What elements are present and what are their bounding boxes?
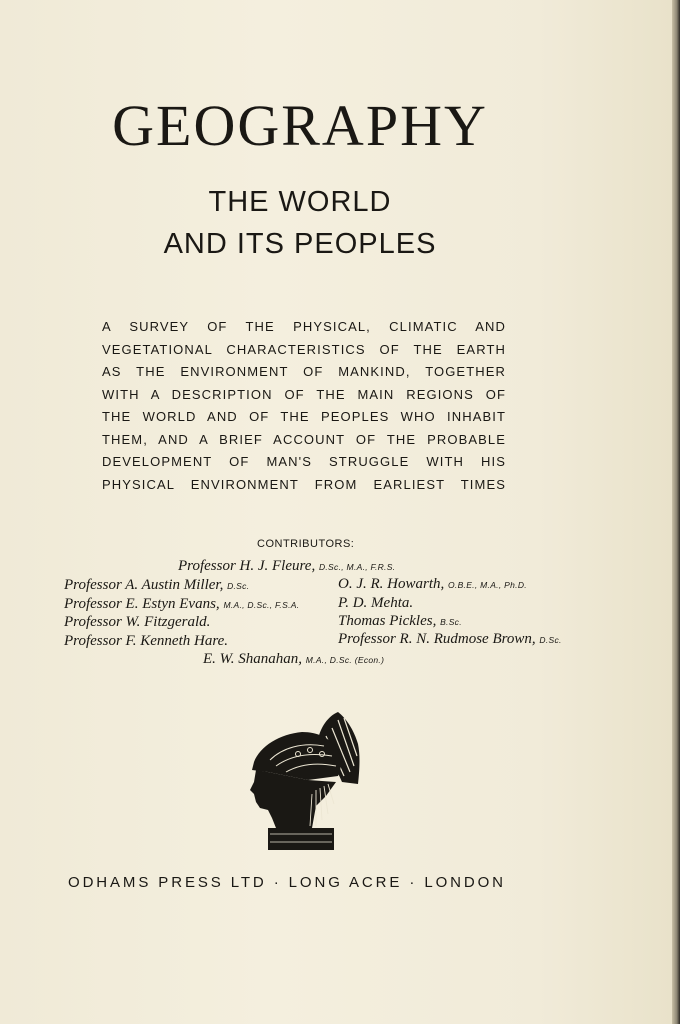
contributor-fleure [178,557,395,577]
contributor-pickles [338,612,462,632]
contributor-mehta [338,594,413,613]
description-line: AS THE ENVIRONMENT OF MANKIND, TOGETHER [102,364,506,379]
book-description [102,316,506,496]
description-line: PHYSICAL ENVIRONMENT FROM EARLIEST TIMES [102,476,506,492]
description-line: DEVELOPMENT OF MAN'S STRUGGLE WITH HIS [102,454,506,469]
contributor-degrees: B.Sc. [440,617,462,627]
contributor-name: Professor A. Austin Miller, [64,577,224,593]
contributor-miller [64,576,249,596]
description-line: THEM, AND A BRIEF ACCOUNT OF THE PROBABLE [102,431,506,447]
pedestal-base [268,828,334,850]
description-line: THE WORLD AND OF THE PEOPLES WHO INHABIT [102,409,506,424]
contributor-name: Professor R. N. Rudmose Brown, [338,631,536,647]
subtitle-line-2: AND ITS PEOPLES [163,228,437,260]
contributor-name: Professor F. Kenneth Hare. [64,633,229,649]
contributor-degrees: D.Sc. [539,635,562,645]
head-profile [250,770,336,828]
contributor-name: E. W. Shanahan, [203,651,303,667]
contributor-evans [64,595,299,615]
description-line: A SURVEY OF THE PHYSICAL, CLIMATIC AND [102,319,506,334]
contributor-degrees: M.A., D.Sc. (Econ.) [305,655,385,665]
contributor-hare [64,632,228,651]
page-edge-shadow [672,0,680,1024]
contributor-degrees: D.Sc. [227,581,250,591]
contributor-degrees: M.A., D.Sc., F.S.A. [223,600,300,610]
contributor-brown [338,630,562,650]
contributor-degrees: O.B.E., M.A., Ph.D. [448,580,527,590]
description-line: WITH A DESCRIPTION OF THE MAIN REGIONS OF [102,386,506,402]
contributor-name: P. D. Mehta. [338,595,414,611]
helmeted-head-emblem-icon [246,710,366,854]
contributor-name: Professor E. Estyn Evans, [64,596,220,612]
publisher-imprint: ODHAMS PRESS LTD · LONG ACRE · LONDON [68,874,506,891]
contributor-shanahan [203,650,384,670]
contributor-fitzgerald [64,613,210,632]
contributor-name: Thomas Pickles, [338,613,437,629]
contributors-heading: CONTRIBUTORS: [257,538,355,550]
contributor-name: Professor W. Fitzgerald. [64,614,211,630]
subtitle-line-1: THE WORLD [208,186,392,218]
description-line: VEGETATIONAL CHARACTERISTICS OF THE EARTH [102,341,506,357]
book-title: GEOGRAPHY [112,93,488,158]
contributor-name: O. J. R. Howarth, [338,576,445,592]
contributor-name: Professor H. J. Fleure, [178,558,316,574]
contributor-degrees: D.Sc., M.A., F.R.S. [318,562,396,572]
contributor-howarth [338,575,527,595]
